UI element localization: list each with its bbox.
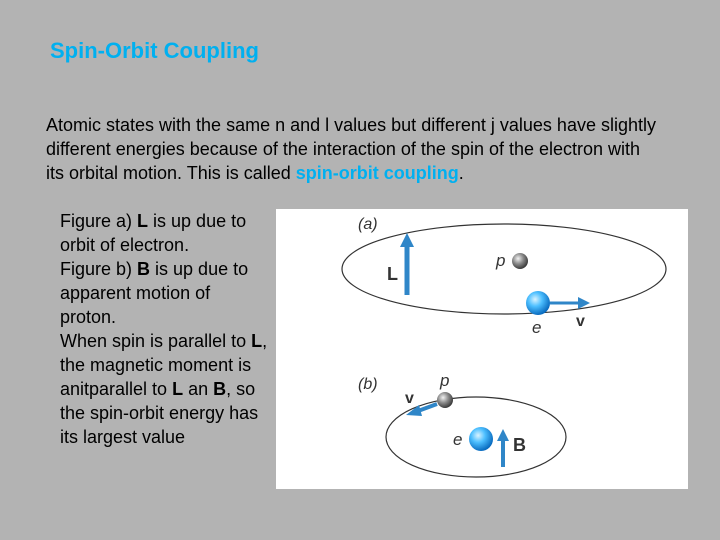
- spin-orbit-figure: [276, 209, 688, 489]
- figure-svg: [276, 209, 688, 489]
- intro-paragraph: [46, 113, 661, 185]
- B-vector-arrowhead: [497, 429, 509, 441]
- B-vector-label: B: [513, 435, 526, 455]
- B-symbol: B: [137, 259, 151, 279]
- note-spin-parallel: When spin is parallel to L, the magnetic moment is anitparallel to L an B, so the spin-orbit energy has its largest value: [60, 331, 268, 447]
- panel-a-electron-label: e: [532, 318, 542, 337]
- intro-end: .: [458, 163, 464, 183]
- panel-b-label: (b): [358, 376, 378, 393]
- note-figure-b: Figure b) B is up due to apparent motion of proton.: [60, 259, 249, 327]
- L-symbol: L: [137, 211, 149, 231]
- panel-a-label: (a): [358, 216, 378, 233]
- slide-title: Spin-Orbit Coupling: [50, 38, 259, 63]
- note-figure-a: Figure a) L is up due to orbit of electron.: [60, 211, 247, 255]
- spin-orbit-coupling-term: spin-orbit coupling: [295, 163, 459, 183]
- panel-b-electron-icon: [469, 427, 493, 451]
- panel-b-velocity-label: v: [405, 390, 414, 407]
- panel-a-proton-icon: [512, 253, 528, 269]
- intro-text: Atomic states with the same n and l values but different j values have slightly different energies because of the interaction of the spin of the electron with its orbital motion. This is called: [46, 115, 656, 183]
- panel-b-proton-label: p: [440, 371, 450, 390]
- L-vector-label: L: [387, 264, 398, 284]
- panel-a-proton-label: p: [496, 251, 506, 270]
- L-vector-arrowhead: [400, 233, 414, 247]
- panel-a-velocity-label: v: [576, 313, 585, 330]
- panel-b-proton-icon: [437, 392, 453, 408]
- panel-a-electron-icon: [526, 291, 550, 315]
- figure-notes: [60, 209, 270, 449]
- panel-b-electron-label: e: [453, 430, 463, 449]
